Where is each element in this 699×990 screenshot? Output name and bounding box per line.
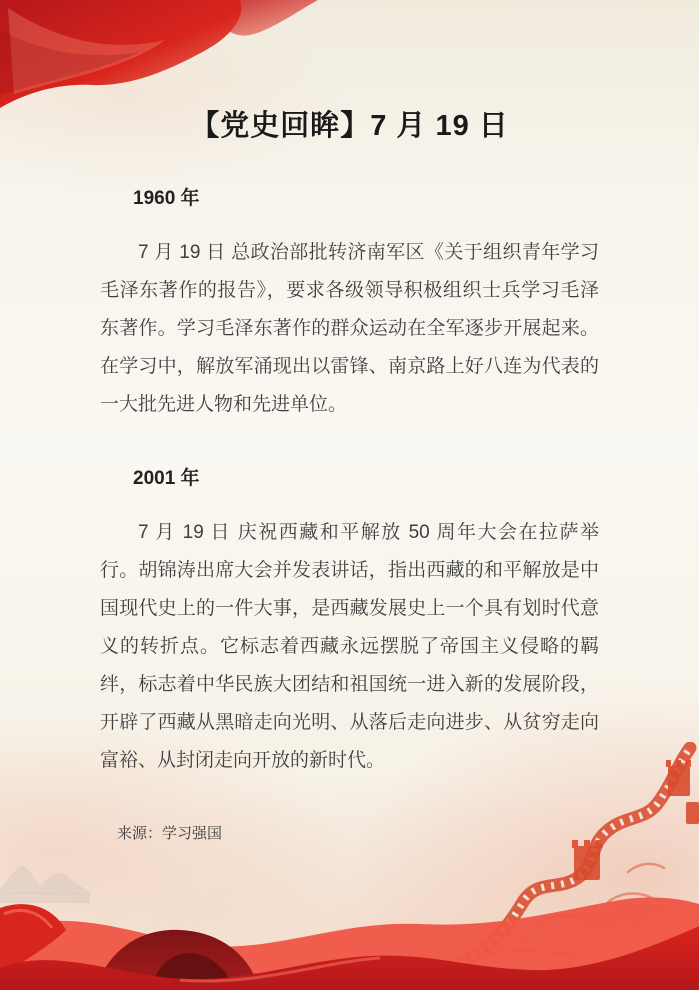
red-wave-bottom-decoration <box>0 890 699 990</box>
section-paragraph-1960: 7 月 19 日 总政治部批转济南军区《关于组织青年学习毛泽东著作的报告》，要求各级领导积极组织士兵学习毛泽东著作。学习毛泽东著作的群众运动在全军逐步开展起来。在学习中，解放军涌现出以雷锋、南京路上好八连为代表的一大批先进人物和先进单位。 <box>100 242 599 415</box>
mountain-silhouette-icon <box>0 843 90 903</box>
page-title: 【党史回眸】7 月 19 日 <box>190 110 509 142</box>
section-paragraph-2001: 7 月 19 日 庆祝西藏和平解放 50 周年大会在拉萨举行。胡锦涛出席大会并发表讲话，指出西藏的和平解放是中国现代史上的一件大事，是西藏发展史上一个具有划时代意义的转折点。它标志着西藏永远摆脱了帝国主义侵略的羁绊，标志着中华民族大团结和祖国统一进入新的发展阶段，开辟了西藏从黑暗走向光明、从落后走向进步、从贫穷走向富裕、从封闭走向开放的新时代。 <box>100 522 599 771</box>
source-attribution: 来源：学习强国 <box>117 825 223 842</box>
section-year-1960: 1960 年 <box>133 188 200 209</box>
red-ribbon-top-decoration <box>0 0 330 115</box>
section-year-2001: 2001 年 <box>133 468 200 489</box>
